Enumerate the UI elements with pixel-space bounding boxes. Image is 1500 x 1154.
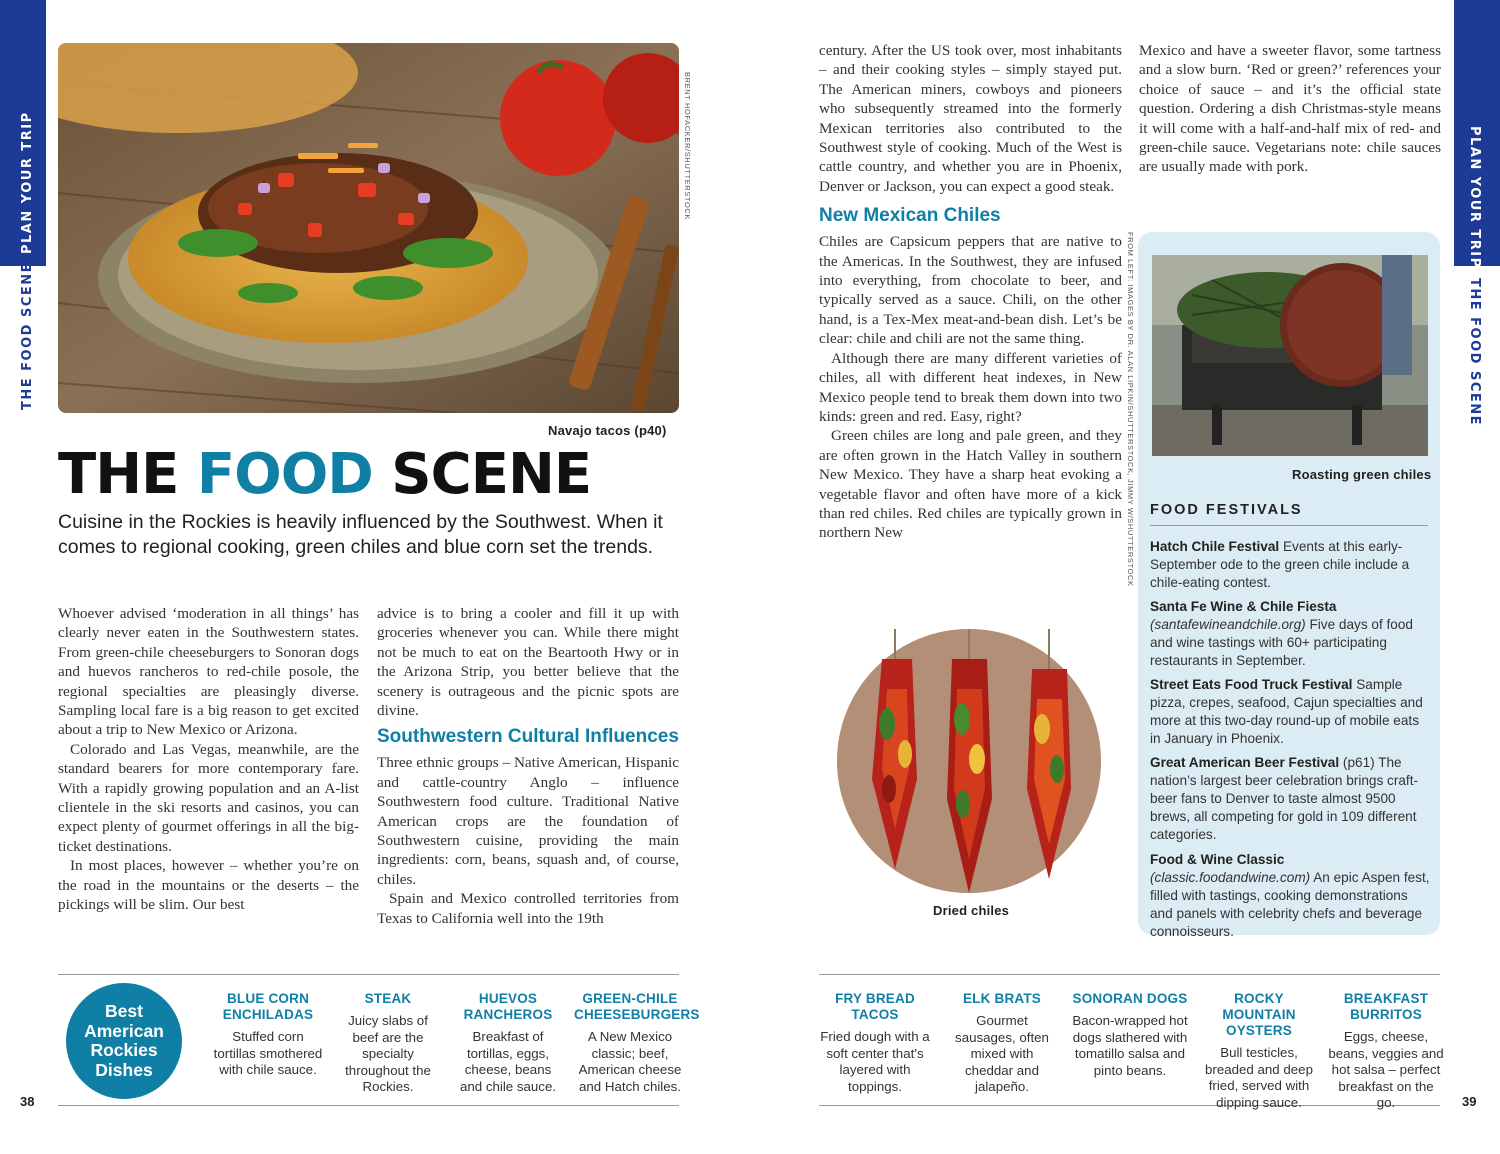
dish-description: Bacon-wrapped hot dogs slathered with tomatillo salsa and pinto beans. <box>1072 1013 1188 1078</box>
dish-name: SONORAN DOGS <box>1072 991 1188 1006</box>
section-heading-southwestern: Southwestern Cultural Influences <box>377 726 679 748</box>
dish-name: GREEN-CHILE CHEESEBURGERS <box>574 991 700 1022</box>
body-paragraph: century. After the US took over, most inhabitants – and their cooking styles – simply stayed put. The American miners, cowboys and pioneers who subsequently streamed into the formerly Mexican territories also contributed to the Southwest style of cooking. Much of the West is cattle country, and whether you are in Phoenix, Denver or Jackson, you can expect a good steak. <box>819 42 1122 195</box>
dishes-bottom-rule-left <box>58 1105 679 1106</box>
section-heading-new-mexican-chiles: New Mexican Chiles <box>819 205 1001 227</box>
left-body-column-1 <box>58 604 359 915</box>
body-paragraph: Green chiles are long and pale green, and they are often grown in the Hatch Valley in southern New Mexico. They have a sharp heat evoking a vegetable flavor and often have more of a kick than red chiles. Red chiles are typically grown in northern New <box>819 427 1122 542</box>
dish-name: BLUE CORN ENCHILADAS <box>222 991 314 1022</box>
dish-item <box>946 991 1058 1096</box>
dish-description: Bull testicles, breaded and deep fried, served with dipping sauce. <box>1205 1045 1313 1110</box>
dish-description: Gourmet sausages, often mixed with cheddar and jalapeño. <box>955 1013 1049 1094</box>
dish-name: ELK BRATS <box>962 991 1042 1006</box>
festival-description: Sample pizza, crepes, seafood, Cajun specialties and more at this two-day round-up of mobile eats in January in Phoenix. <box>1150 677 1423 746</box>
festival-entry <box>1150 851 1430 941</box>
body-paragraph: Three ethnic groups – Native American, Hispanic and cattle-country Anglo – influence Southwestern food culture. Traditional Native American crops are the foundation of Southwestern cuisine, providing the main ingredients: corn, beans, squash and, of course, chiles. <box>377 754 679 888</box>
body-paragraph: Mexico and have a sweeter flavor, some tartness and a slow burn. ‘Red or green?’ references your choice of sauce – and it’s the official state question. Ordering a dish Christmas-style means it will come with a half-and-half mix of red- and green-chile sauce. Vegetarians note: chile sauces are usually made with pork. <box>1139 42 1441 176</box>
dish-description: Juicy slabs of beef are the specialty throughout the Rockies. <box>345 1013 431 1094</box>
dish-item <box>1072 991 1188 1079</box>
page-number-left: 38 <box>20 1094 35 1109</box>
dish-name: FRY BREAD TACOS <box>835 991 915 1022</box>
body-paragraph: Whoever advised ‘moderation in all things’ has clearly never eaten in the Southwestern states. From green-chile cheeseburgers to Sonoran dogs and huevos rancheros to red-chile posole, the regional specialties are pleasingly diverse. Sampling local fare is a big reason to get excited about a trip to New Mexico or Arizona. <box>58 605 359 739</box>
right-tab-chapter-label: THE FOOD SCENE <box>1467 278 1482 426</box>
dishes-top-rule-left <box>58 974 679 975</box>
body-paragraph: Spain and Mexico controlled territories from Texas to California well into the 19th <box>377 890 679 927</box>
festival-entry <box>1150 538 1430 592</box>
intro-paragraph: Cuisine in the Rockies is heavily influenced by the Southwest. When it comes to regional cooking, green chiles and blue corn set the trends. <box>58 511 663 558</box>
body-paragraph: advice is to bring a cooler and fill it up with groceries whenever you can. While there might not be much to eat on the Beartooth Hwy or in the Arizona Strip, you better believe that the scenery is outrageous and the picnic spots are divine. <box>377 605 679 720</box>
dried-chiles-caption: Dried chiles <box>933 903 1010 918</box>
photo-credit-chiles: FROM LEFT: IMAGES BY DR. ALAN LIPKIN/SHUTTERSTOCK, JIMMY W/SHUTTERSTOCK <box>1126 232 1135 587</box>
dish-item <box>574 991 700 1095</box>
dish-name: BREAKFAST BURRITOS <box>1343 991 1429 1022</box>
dish-item <box>1328 991 1444 1112</box>
dish-item <box>819 991 931 1095</box>
dish-item <box>338 991 438 1096</box>
dish-name: ROCKY MOUNTAIN OYSTERS <box>1222 991 1296 1038</box>
left-body-column-2 <box>377 604 679 928</box>
title-part-the: THE <box>58 442 197 507</box>
festival-entry <box>1150 598 1430 670</box>
roasting-chiles-photo <box>1152 255 1428 456</box>
festival-name: Street Eats Food Truck Festival <box>1150 677 1353 692</box>
right-tab-section-label: PLAN YOUR TRIP <box>1467 126 1482 269</box>
navajo-tacos-photo <box>58 43 679 413</box>
festival-name: Food & Wine Classic <box>1150 852 1285 867</box>
festival-entry <box>1150 676 1430 748</box>
navajo-tacos-caption: Navajo tacos (p40) <box>548 423 667 438</box>
dish-item <box>1199 991 1319 1111</box>
dish-name: HUEVOS RANCHEROS <box>463 991 553 1022</box>
dish-description: Fried dough with a soft center that’s layered with toppings. <box>820 1029 930 1094</box>
page-title <box>58 442 591 507</box>
festival-description: Five days of food and wine tastings with 60+ participating restaurants in September. <box>1150 617 1413 668</box>
body-paragraph: Colorado and Las Vegas, meanwhile, are the standard bearers for more contemporary fare. With a rapidly growing population and an A-list clientele in the ski resorts and casinos, you can expect plenty of gourmet offerings in all the big-ticket destinations. <box>58 740 359 855</box>
festival-name: Great American Beer Festival <box>1150 755 1340 770</box>
festival-description: (p61) The nation’s largest beer celebration brings craft-beer fans to Denver to taste almost 9500 brews, all competing for gold in 109 different categories. <box>1150 755 1418 842</box>
festivals-divider <box>1150 525 1428 526</box>
festival-url: (classic.foodandwine.com) <box>1150 870 1311 885</box>
dishes-top-rule-right <box>819 974 1440 975</box>
festival-url: (santafewineandchile.org) <box>1150 617 1306 632</box>
festival-description: An epic Aspen fest, filled with tastings, cooking demonstrations and panels with celebrity chefs and beverage connoisseurs. <box>1150 870 1430 939</box>
dish-name: STEAK <box>364 991 412 1006</box>
best-dishes-badge: Best American Rockies Dishes <box>66 983 182 1099</box>
dish-description: Breakfast of tortillas, eggs, cheese, beans and chile sauce. <box>459 1029 557 1094</box>
dish-item <box>455 991 561 1095</box>
page-number-right: 39 <box>1462 1094 1477 1109</box>
body-paragraph: Although there are many different varieties of chiles, all with different heat indexes, in New Mexico people tend to break them down into two kinds: green and red. Easy, right? <box>819 349 1122 425</box>
right-body-column-2 <box>1139 41 1441 177</box>
title-part-scene: SCENE <box>372 442 592 507</box>
left-tab-chapter-label: THE FOOD SCENE <box>20 262 35 410</box>
festival-description: Events at this early-September ode to the green chile include a chile-eating contest. <box>1150 539 1410 590</box>
festival-name: Santa Fe Wine & Chile Fiesta <box>1150 599 1337 614</box>
food-festivals-heading: FOOD FESTIVALS <box>1150 502 1303 518</box>
festival-name: Hatch Chile Festival <box>1150 539 1280 554</box>
festival-entry <box>1150 754 1430 844</box>
right-body-column-1 <box>819 41 1122 543</box>
dried-chiles-photo <box>837 629 1101 893</box>
body-paragraph: In most places, however – whether you’re on the road in the mountains or the deserts – the pickings will be slim. Our best <box>58 857 359 914</box>
title-part-food: FOOD <box>196 442 373 507</box>
dish-item <box>212 991 324 1079</box>
body-paragraph: Chiles are Capsicum peppers that are native to the Americas. In the Southwest, they are infused into everything, from chocolate to beer, and typically served as a sauce. Chili, on the other hand, is a Tex-Mex meat-and-bean dish. Let’s be clear: chile and chili are not the same thing. <box>819 233 1122 348</box>
dish-description: Eggs, cheese, beans, veggies and hot salsa – perfect breakfast on the go. <box>1328 1029 1444 1110</box>
dish-description: Stuffed corn tortillas smothered with chile sauce. <box>213 1029 323 1077</box>
left-tab-section-label: PLAN YOUR TRIP <box>20 111 35 254</box>
photo-credit-navajo: BRENT HOFACKER/SHUTTERSTOCK <box>683 72 692 221</box>
dish-description: A New Mexico classic; beef, American cheese and Hatch chiles. <box>578 1029 682 1094</box>
roasting-chiles-caption: Roasting green chiles <box>1292 467 1432 482</box>
